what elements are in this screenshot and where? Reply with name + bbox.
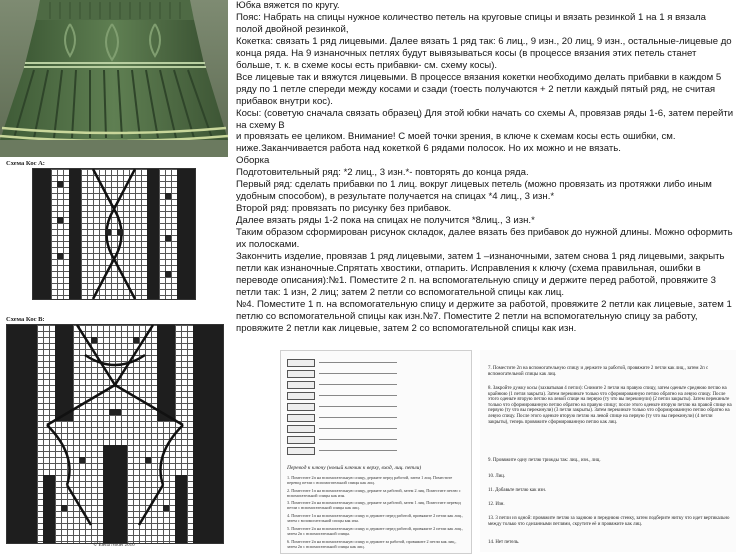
paragraph: Таким образом сформирован рисунок складок, далее вязать без прибавок до нужной длины. Можно оформить их полосками.: [236, 227, 733, 251]
key-item: 8. Закройте дужку косы (захватывая 4 петли): Снимите 2 петли на правую спицу, затем оденьте среднюю петлю на крайнюю (1 петля закрыта). Затем перекиньте только что сформированную петлю обратно на левую спицу. После этого оденьте вторую петлю на левой спице на первую (ту что вы перекинули) (2 петли закрыты). Затем перекиньте только что сформированную петлю обратно на правую спицу; после этого оденьте вторую петлю на правой спице на первую (ту что вы перекинули) (3 петли закрыты). Затем перекиньте только что сформированную петлю обратно на левую спицу. После этого оденьте вторую петлю на левой спице на первую (ту что вы перекинули) (4 петли закрыты), теперь провяжите сформированную петлю как лиц.: [488, 386, 732, 425]
key-page-2: [480, 350, 736, 552]
key-item: 3. Поместите 2п на вспомогательную спицу, держите за работой, затем 1 лиц. Поместите перевод петли с вспомогательной спицы как лиц.: [287, 500, 461, 510]
instructions-text: [236, 0, 734, 335]
key-item: 14. Нет петель.: [488, 540, 520, 545]
skirt-photo: [0, 0, 228, 157]
copyright: © Elena Nodel 2010: [93, 543, 135, 548]
chart-a-title: Схема Кос А:: [6, 160, 45, 167]
key-translation-heading: Перевод к ключу (новый ключик к верху, вход, лиц. петли): [287, 465, 422, 471]
paragraph: Первый ряд: сделать прибавки по 1 лиц. вокруг лицевых петель (можно провязать из протяжки либо иным удобным способом), в результате получается на спицах *4 лиц., 3 изн.*: [236, 179, 712, 203]
key-page-1: [280, 350, 472, 554]
key-item: 7. Поместите 2п на вспомогательную спицу и держите за работой, провяжите 2 петли как лиц., затем 2п с вспомогательной спицы как лиц.: [488, 366, 709, 377]
key-item: 10. Лиц.: [488, 474, 506, 479]
key-item: 2. Поместите 1п на вспомогательную спицу, держите за работой, затем 2 лиц. Поместите петлю с вспомогательной спицы как изн.: [287, 488, 461, 498]
paragraph: Второй ряд: провязать по рисунку без прибавок.: [236, 203, 452, 215]
chart-b-grid: [6, 324, 224, 544]
chart-a-grid: [32, 168, 196, 300]
paragraph: Закончить изделие, провязав 1 ряд лицевыми, затем 1 –изнаночными, затем снова 1 ряд лицевыми, закрыть петли как изнаночные.Спрятать хвостики, отпарить. Исправления к ключу (схема правильная, ошибки в переводе описания):№1. Поместите 2 п. на вспомогательную спицу и держите перед работой, провяжите 3 петли так: 1 изн, 2 лиц; затем 2 петли со вспомогательной спицы как лиц.: [236, 251, 725, 298]
paragraph: Юбка вяжется по кругу.: [236, 0, 340, 11]
key-item: 13. 3 петли из одной: провяжите петлю за заднюю и переднюю стенку, затем подберите нитку что идет вертикально между только что сделанными петлями, скрутите её и провяжите как лиц.: [488, 516, 730, 527]
chart-b-symbols: [7, 325, 223, 543]
chart-b-title: Схема Кос В:: [6, 316, 45, 323]
paragraph: №4. Поместите 1 п. на вспомогательную спицу и держите за работой, провяжите 2 петли как лицевые, затем 1 петлю со вспомогательной спицы как изн.№7. Поместите 2 петли на вспомогательную спицу за работу, провяжите 2 петли как лицевые, затем 2 со вспомогательной спицы как изн.: [236, 298, 732, 334]
key-item: 4. Поместите 1п на вспомогательную спицу и держите перед работой, провяжите 2 петли как лиц., затем с вспомогательной спицы как изн.: [287, 513, 464, 523]
paragraph: и провязать ее целиком. Внимание! С моей точки зрения, в ключе к схемам косы есть ошибки, см. ниже.Заканчивается работа над кокеткой 6 рядами полосок. Но их можно и не вязать.: [236, 131, 676, 155]
paragraph: Оборка: [236, 155, 270, 167]
key-item: 11. Добавьте петлю как изн.: [488, 488, 547, 493]
key-item: 6. Поместите 2п на вспомогательную спицу и держите за работой, провяжите 2 петли как лиц., затем 2п с вспомогательной спицы как лиц.: [287, 539, 457, 549]
chart-a-symbols: [33, 169, 195, 299]
key-item: 12. Изн.: [488, 502, 505, 507]
paragraph: Подготовительный ряд: *2 лиц., 3 изн.*- повторять до конца ряда.: [236, 167, 529, 179]
key-item: 1. Поместите 2п на вспомогательную спицу, держите перед работой, затем 1 лиц. Поместите перевод петли с вспомогательной спицы как лиц.: [287, 475, 453, 485]
paragraph: Косы: (советую сначала связать образец) Для этой юбки начать со схемы А, провязав ряды 1-6, затем перейти на схему В: [236, 107, 734, 131]
paragraph: Пояс: Набрать на спицы нужное количество петель на круговые спицы и вязать резинкой 1 на 1 я вязала полой двойной резинкой,: [236, 11, 706, 35]
key-item: 9. Провяжите одну петлю трижды так: лиц., изн., лиц.: [488, 458, 601, 463]
key-item: 5. Поместите 2п на вспомогательную спицу и держите перед работой, провяжите 2 петли как лиц., затем 2п с вспомогательной спицы.: [287, 526, 464, 536]
paragraph: Все лицевые так и вяжутся лицевыми. В процессе вязания кокетки необходимо делать прибавки в каждом 5 ряду по 1 петле спереди между косами и сзади (тоесть получаются + 2 петли каждый пятый ряд, не считая прибавок внутри кос).: [236, 71, 722, 107]
paragraph: Кокетка: связать 1 ряд лицевыми. Далее вязать 1 ряд так: 6 лиц., 9 изн., 20 лиц, 9 изн., остальные-лицевые до конца ряда. На 9 изнаночных петлях будут вывязываться косы (в процессе вязания этих петель станет больше, т. к. в схеме косы есть прибавки- см. схему косы).: [236, 35, 732, 71]
paragraph: Далее вязать ряды 1-2 пока на спицах не получится *8лиц., 3 изн.*: [236, 215, 535, 227]
